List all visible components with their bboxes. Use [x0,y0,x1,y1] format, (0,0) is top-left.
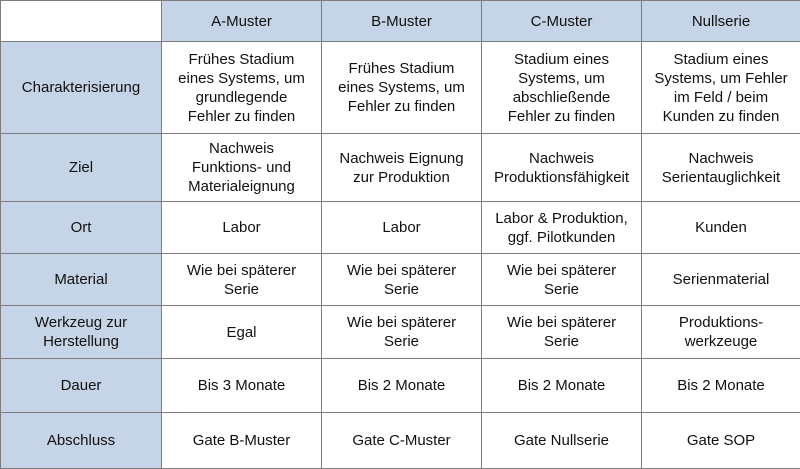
column-header-b-muster: B-Muster [322,1,482,42]
table-cell: Stadium eines Systems, um Fehler im Feld / beim Kunden zu finden [642,42,800,134]
table-cell: Bis 2 Monate [322,359,482,413]
table-cell: Wie bei späterer Serie [162,254,322,306]
column-header-c-muster: C-Muster [482,1,642,42]
row-header-dauer: Dauer [1,359,162,413]
table-row-ort [1,202,800,254]
table-cell: Wie bei späterer Serie [482,306,642,359]
table-cell: Stadium eines Systems, um abschließende Fehler zu finden [482,42,642,134]
table-cell: Kunden [642,202,800,254]
table-cell: Egal [162,306,322,359]
table-row-dauer [1,359,800,413]
corner-cell [1,1,162,42]
table-cell: Nachweis Serientauglichkeit [642,134,800,202]
table-cell: Nachweis Funktions- und Materialeignung [162,134,322,202]
table-row-werkzeug [1,306,800,359]
table-cell: Gate C-Muster [322,413,482,469]
row-header-charakterisierung: Charakterisierung [1,42,162,134]
table-cell: Gate SOP [642,413,800,469]
table-cell: Frühes Stadium eines Systems, um Fehler zu finden [322,42,482,134]
row-header-abschluss: Abschluss [1,413,162,469]
row-header-ort: Ort [1,202,162,254]
table-cell: Wie bei späterer Serie [322,254,482,306]
table-row-material [1,254,800,306]
header-row [1,1,800,42]
table-cell: Serienmaterial [642,254,800,306]
table-cell: Bis 2 Monate [642,359,800,413]
table-row-abschluss [1,413,800,469]
table-cell: Frühes Stadium eines Systems, um grundlegende Fehler zu finden [162,42,322,134]
column-header-nullserie: Nullserie [642,1,800,42]
table-cell: Wie bei späterer Serie [322,306,482,359]
row-header-material: Material [1,254,162,306]
table-cell: Nachweis Produktionsfähigkeit [482,134,642,202]
table-cell: Labor & Produktion, ggf. Pilotkunden [482,202,642,254]
table-cell: Bis 2 Monate [482,359,642,413]
table-row-ziel [1,134,800,202]
table-cell: Labor [162,202,322,254]
table-row-charakterisierung [1,42,800,134]
table-cell: Bis 3 Monate [162,359,322,413]
table-cell: Gate B-Muster [162,413,322,469]
table-cell: Nachweis Eignung zur Produktion [322,134,482,202]
table-cell: Labor [322,202,482,254]
table-cell: Wie bei späterer Serie [482,254,642,306]
table-cell: Produktions- werkzeuge [642,306,800,359]
row-header-ziel: Ziel [1,134,162,202]
column-header-a-muster: A-Muster [162,1,322,42]
row-header-werkzeug: Werkzeug zur Herstellung [1,306,162,359]
table-cell: Gate Nullserie [482,413,642,469]
